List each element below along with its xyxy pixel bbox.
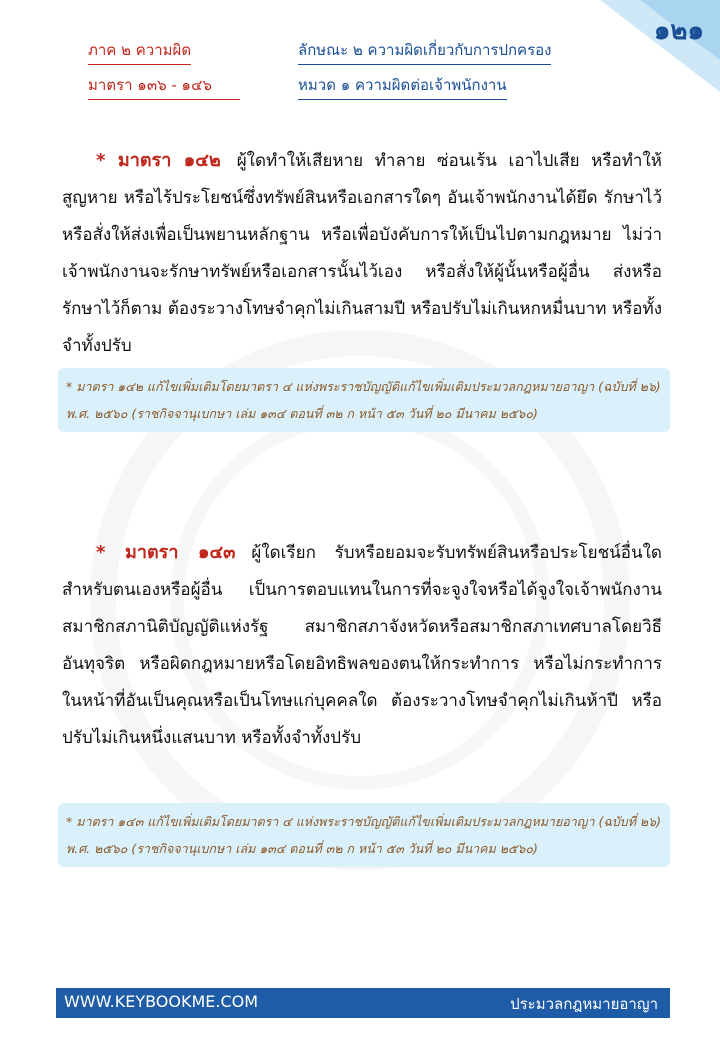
header-title: ลักษณะ ๒ ความผิดเกี่ยวกับการปกครอง [298,38,551,65]
section-143-text: ผู้ใดเรียก รับหรือยอมจะรับทรัพย์สินหรือประโยชน์อื่นใดสำหรับตนเองหรือผู้อื่น เป็นการตอบแทนในการที่จะจูงใจหรือได้จูงใจเจ้าพนักงาน สมาชิกสภานิติบัญญัติแห่งรัฐ สมาชิกสภาจังหวัดหรือสมาชิกสภาเทศบาลโดยวิธีอันทุจริต หรือผิดกฎหมายหรือโดยอิทธิพลของตนให้กระทำการ หรือไม่กระทำการในหน้าที่อันเป็นคุณหรือเป็นโทษแก่บุคคลใด ต้องระวางโทษจำคุกไม่เกินห้าปี หรือปรับไม่เกินหนึ่งแสนบาท หรือทั้งจำทั้งปรับ [62,543,662,748]
footer-bar [56,988,670,1018]
footer-book-title: ประมวลกฎหมายอาญา [510,995,658,1013]
header-chapter: หมวด ๑ ความผิดต่อเจ้าพนักงาน [298,73,507,100]
section-143-label: * มาตรา ๑๔๓ [96,542,236,563]
header-part: ภาค ๒ ความผิด [88,38,191,65]
page-number: ๑๒๑ [653,16,704,46]
section-142-text: ผู้ใดทำให้เสียหาย ทำลาย ซ่อนเร้น เอาไปเสีย หรือทำให้สูญหาย หรือไร้ประโยชน์ซึ่งทรัพย์สินหรือเอกสารใดๆ อันเจ้าพนักงานได้ยึด รักษาไว้ หรือสั่งให้ส่งเพื่อเป็นพยานหลักฐาน หรือเพื่อบังคับการให้เป็นไปตามกฎหมาย ไม่ว่าเจ้าพนักงานจะรักษาทรัพย์หรือเอกสารนั้นไว้เอง หรือสั่งให้ผู้นั้นหรือผู้อื่น ส่งหรือรักษาไว้ก็ตาม ต้องระวางโทษจำคุกไม่เกินสามปี หรือปรับไม่เกินหกหมื่นบาท หรือทั้งจำทั้งปรับ [62,151,662,356]
footer-website[interactable]: WWW.KEYBOOKME.COM [64,992,259,1011]
section-142 [62,142,662,365]
section-142-label: * มาตรา ๑๔๒ [96,150,221,171]
section-143 [62,534,662,757]
header-sections: มาตรา ๑๓๖ - ๑๔๖ [88,73,240,100]
section-143-note: * มาตรา ๑๔๓ แก้ไขเพิ่มเติมโดยมาตรา ๔ แห่งพระราชบัญญัติแก้ไขเพิ่มเติมประมวลกฎหมายอาญา (ฉบับที่ ๒๖) พ.ศ. ๒๕๖๐ (ราชกิจจานุเบกษา เล่ม ๑๓๔ ตอนที่ ๓๒ ก หน้า ๕๓ วันที่ ๒๐ มีนาคม ๒๕๖๐) [58,803,670,867]
section-142-note: * มาตรา ๑๔๒ แก้ไขเพิ่มเติมโดยมาตรา ๔ แห่งพระราชบัญญัติแก้ไขเพิ่มเติมประมวลกฎหมายอาญา (ฉบับที่ ๒๖) พ.ศ. ๒๕๖๐ (ราชกิจจานุเบกษา เล่ม ๑๓๔ ตอนที่ ๓๒ ก หน้า ๕๓ วันที่ ๒๐ มีนาคม ๒๕๖๐) [58,368,670,432]
